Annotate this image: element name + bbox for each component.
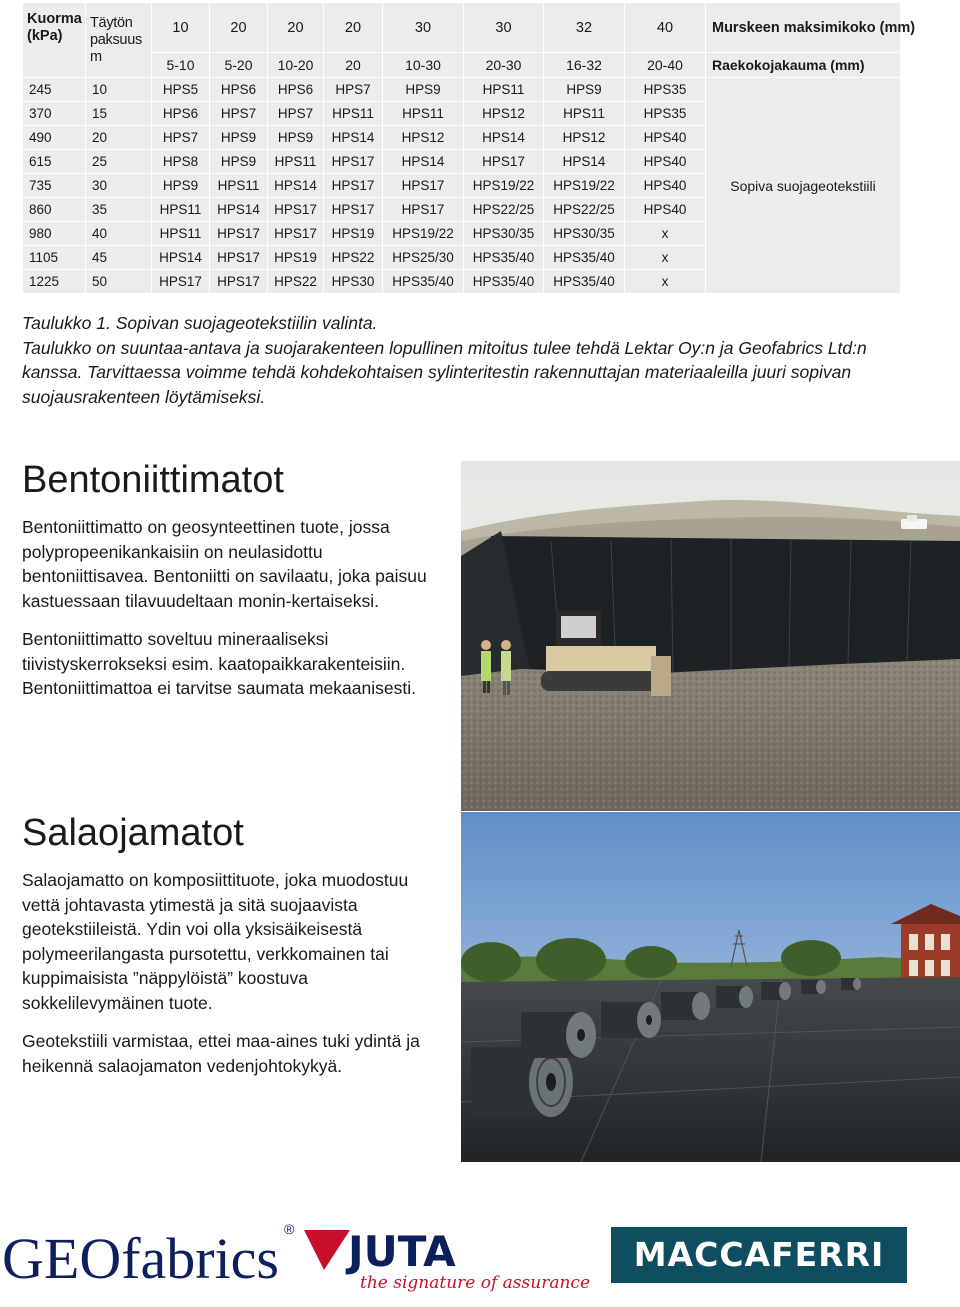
cell-product: HPS8 xyxy=(152,150,210,174)
maccaferri-logo-text: MACCAFERRI xyxy=(633,1235,885,1274)
cell-product: HPS14 xyxy=(544,150,625,174)
cell-product: HPS14 xyxy=(324,126,383,150)
juta-logo-text: JUTA xyxy=(348,1227,456,1276)
caption-title: Taulukko 1. Sopivan suojageotekstiilin valinta. xyxy=(22,313,378,333)
cell-load: 370 xyxy=(23,102,86,126)
cell-product: HPS25/30 xyxy=(383,246,464,270)
cell-thickness: 45 xyxy=(86,246,152,270)
drainage-rolls-photo xyxy=(461,812,960,1162)
bentonite-heading: Bentoniittimatot xyxy=(22,459,284,501)
cell-product: HPS40 xyxy=(625,150,706,174)
cell-product: HPS19/22 xyxy=(544,174,625,198)
cell-product: HPS12 xyxy=(464,102,544,126)
header-size: 10 xyxy=(152,3,210,53)
cell-product: HPS11 xyxy=(324,102,383,126)
header-size: 40 xyxy=(625,3,706,53)
cell-product: x xyxy=(625,270,706,294)
cell-product: HPS35 xyxy=(625,102,706,126)
cell-load: 1225 xyxy=(23,270,86,294)
drainage-section xyxy=(22,812,442,1092)
cell-product: HPS11 xyxy=(383,102,464,126)
cell-product: HPS9 xyxy=(210,150,268,174)
cell-product: x xyxy=(625,222,706,246)
juta-logo xyxy=(302,1222,594,1294)
table-header-row xyxy=(23,53,901,78)
cell-product: HPS40 xyxy=(625,126,706,150)
cell-product: HPS22 xyxy=(324,246,383,270)
cell-product: HPS35/40 xyxy=(464,246,544,270)
roll-icon xyxy=(801,980,826,994)
caption-body: Taulukko on suuntaa-antava ja suojarakenteen lopullinen mitoitus tulee tehdä Lektar Oy:n ja Geofabrics Ltd:n kanssa. Tarvittaessa voimme tehdä kohdekohtaisen sylinteritestin rakennuttajan materiaaleilla juuri sopivan suojausrakenteen löytämiseksi. xyxy=(22,337,867,407)
drainage-paragraph: Geotekstiili varmistaa, ettei maa-aines tuki ydintä ja heikennä salaojamaton vedenjohtokykyä. xyxy=(22,1031,420,1076)
maccaferri-logo xyxy=(611,1227,907,1283)
header-range: 20-30 xyxy=(464,53,544,78)
cell-product: HPS9 xyxy=(152,174,210,198)
cell-product: HPS22 xyxy=(268,270,324,294)
cell-product: HPS12 xyxy=(383,126,464,150)
cell-product: HPS7 xyxy=(210,102,268,126)
header-range: 10-20 xyxy=(268,53,324,78)
cell-product: HPS11 xyxy=(152,222,210,246)
bentonite-paragraph: Bentoniittimatto soveltuu mineraaliseksi tiivistyskerrokseksi esim. kaatopaikkarakenteisiin. Bentoniittimattoa ei tarvitse saumata mekaanisesti. xyxy=(22,629,416,698)
cell-thickness: 15 xyxy=(86,102,152,126)
cell-product: HPS19 xyxy=(324,222,383,246)
cell-product: HPS7 xyxy=(324,78,383,102)
cell-product: HPS9 xyxy=(544,78,625,102)
cell-thickness: 40 xyxy=(86,222,152,246)
cell-product: HPS22/25 xyxy=(544,198,625,222)
header-range: 5-20 xyxy=(210,53,268,78)
cell-load: 980 xyxy=(23,222,86,246)
cell-load: 490 xyxy=(23,126,86,150)
header-range: 20-40 xyxy=(625,53,706,78)
header-range: 16-32 xyxy=(544,53,625,78)
juta-triangle-icon xyxy=(304,1230,350,1270)
cell-product: HPS35/40 xyxy=(544,270,625,294)
cell-product: HPS14 xyxy=(268,174,324,198)
table-row xyxy=(23,78,901,102)
cell-product: HPS40 xyxy=(625,198,706,222)
header-size: 20 xyxy=(210,3,268,53)
header-load: Kuorma (kPa) xyxy=(23,3,86,78)
cell-thickness: 20 xyxy=(86,126,152,150)
cell-product: HPS35 xyxy=(625,78,706,102)
header-size: 20 xyxy=(324,3,383,53)
cell-product: HPS14 xyxy=(210,198,268,222)
cell-product: HPS17 xyxy=(383,198,464,222)
cell-product: HPS17 xyxy=(152,270,210,294)
cell-product: HPS19/22 xyxy=(383,222,464,246)
cell-product: HPS35/40 xyxy=(383,270,464,294)
cell-product: HPS7 xyxy=(268,102,324,126)
cell-product: HPS12 xyxy=(544,126,625,150)
cell-product: HPS5 xyxy=(152,78,210,102)
cell-product: HPS14 xyxy=(152,246,210,270)
header-grading-label: Raekokojakauma (mm) xyxy=(706,53,901,78)
cell-thickness: 30 xyxy=(86,174,152,198)
bentonite-paragraph: Bentoniittimatto on geosynteettinen tuote, jossa polypropeenikankaisiin on neulasidottu bentoniittisavea. Bentoniitti on savilaatu, joka paisuu kastuessaan tilavuudeltaan monin-kertaiseksi. xyxy=(22,517,427,611)
cell-product: HPS17 xyxy=(324,198,383,222)
cell-product: HPS17 xyxy=(464,150,544,174)
cell-product: HPS9 xyxy=(210,126,268,150)
cell-thickness: 10 xyxy=(86,78,152,102)
drainage-paragraph: Salaojamatto on komposiittituote, joka muodostuu vettä johtavasta ytimestä ja sitä suojaavista geotekstiileistä. Ydin voi olla yksisäikeisestä polymeerilangasta pursotettu, verkkomainen tai kuppimaisista ”näppylöistä” koostuva sokkelilevymäinen tuote. xyxy=(22,870,409,1013)
cell-product: HPS6 xyxy=(152,102,210,126)
cell-product: HPS40 xyxy=(625,174,706,198)
cell-product: x xyxy=(625,246,706,270)
cell-product: HPS11 xyxy=(544,102,625,126)
cell-load: 1105 xyxy=(23,246,86,270)
cell-product: HPS17 xyxy=(210,222,268,246)
cell-product: HPS17 xyxy=(268,222,324,246)
cell-product: HPS7 xyxy=(152,126,210,150)
cell-product: HPS9 xyxy=(383,78,464,102)
cell-product: HPS17 xyxy=(324,174,383,198)
cell-load: 735 xyxy=(23,174,86,198)
header-max-size-label: Murskeen maksimikoko (mm) xyxy=(706,3,901,53)
roll-icon xyxy=(761,982,791,1000)
cell-product: HPS6 xyxy=(210,78,268,102)
geofabrics-logo-text: GEOfabrics xyxy=(2,1226,280,1291)
header-size: 30 xyxy=(383,3,464,53)
roll-icon xyxy=(716,986,753,1008)
cell-product: HPS35/40 xyxy=(464,270,544,294)
suitable-geotextile-note: Sopiva suojageotekstiili xyxy=(706,78,901,294)
cell-product: HPS17 xyxy=(383,174,464,198)
registered-mark: ® xyxy=(284,1221,295,1237)
cell-product: HPS17 xyxy=(268,198,324,222)
cell-product: HPS19/22 xyxy=(464,174,544,198)
cell-product: HPS19 xyxy=(268,246,324,270)
cell-product: HPS14 xyxy=(464,126,544,150)
landfill-construction-photo xyxy=(461,461,960,811)
geofabrics-logo xyxy=(0,1208,300,1302)
cell-product: HPS17 xyxy=(210,270,268,294)
cell-product: HPS30 xyxy=(324,270,383,294)
cell-product: HPS14 xyxy=(383,150,464,174)
cell-product: HPS11 xyxy=(152,198,210,222)
cell-product: HPS11 xyxy=(268,150,324,174)
cell-product: HPS35/40 xyxy=(544,246,625,270)
cell-product: HPS17 xyxy=(324,150,383,174)
table-caption xyxy=(22,311,922,409)
cell-product: HPS11 xyxy=(210,174,268,198)
cell-thickness: 25 xyxy=(86,150,152,174)
header-size: 30 xyxy=(464,3,544,53)
roll-icon xyxy=(661,992,710,1020)
cell-product: HPS17 xyxy=(210,246,268,270)
header-size: 32 xyxy=(544,3,625,53)
cell-product: HPS6 xyxy=(268,78,324,102)
header-thickness: Täytön paksuus m xyxy=(86,3,152,78)
header-size: 20 xyxy=(268,3,324,53)
cell-load: 245 xyxy=(23,78,86,102)
roll-icon xyxy=(601,1002,661,1038)
bentonite-section xyxy=(22,459,442,715)
juta-tagline: the signature of assurance xyxy=(360,1273,590,1293)
cell-product: HPS30/35 xyxy=(544,222,625,246)
header-range: 10-30 xyxy=(383,53,464,78)
roll-icon xyxy=(521,1012,596,1058)
cell-product: HPS22/25 xyxy=(464,198,544,222)
cell-thickness: 35 xyxy=(86,198,152,222)
geotextile-selection-table xyxy=(22,2,916,294)
cell-thickness: 50 xyxy=(86,270,152,294)
cell-product: HPS9 xyxy=(268,126,324,150)
table-header-row xyxy=(23,3,901,53)
cell-product: HPS11 xyxy=(464,78,544,102)
header-range: 5-10 xyxy=(152,53,210,78)
cell-product: HPS30/35 xyxy=(464,222,544,246)
cell-load: 615 xyxy=(23,150,86,174)
header-range: 20 xyxy=(324,53,383,78)
drainage-heading: Salaojamatot xyxy=(22,812,244,854)
cell-load: 860 xyxy=(23,198,86,222)
roll-icon xyxy=(841,978,861,990)
